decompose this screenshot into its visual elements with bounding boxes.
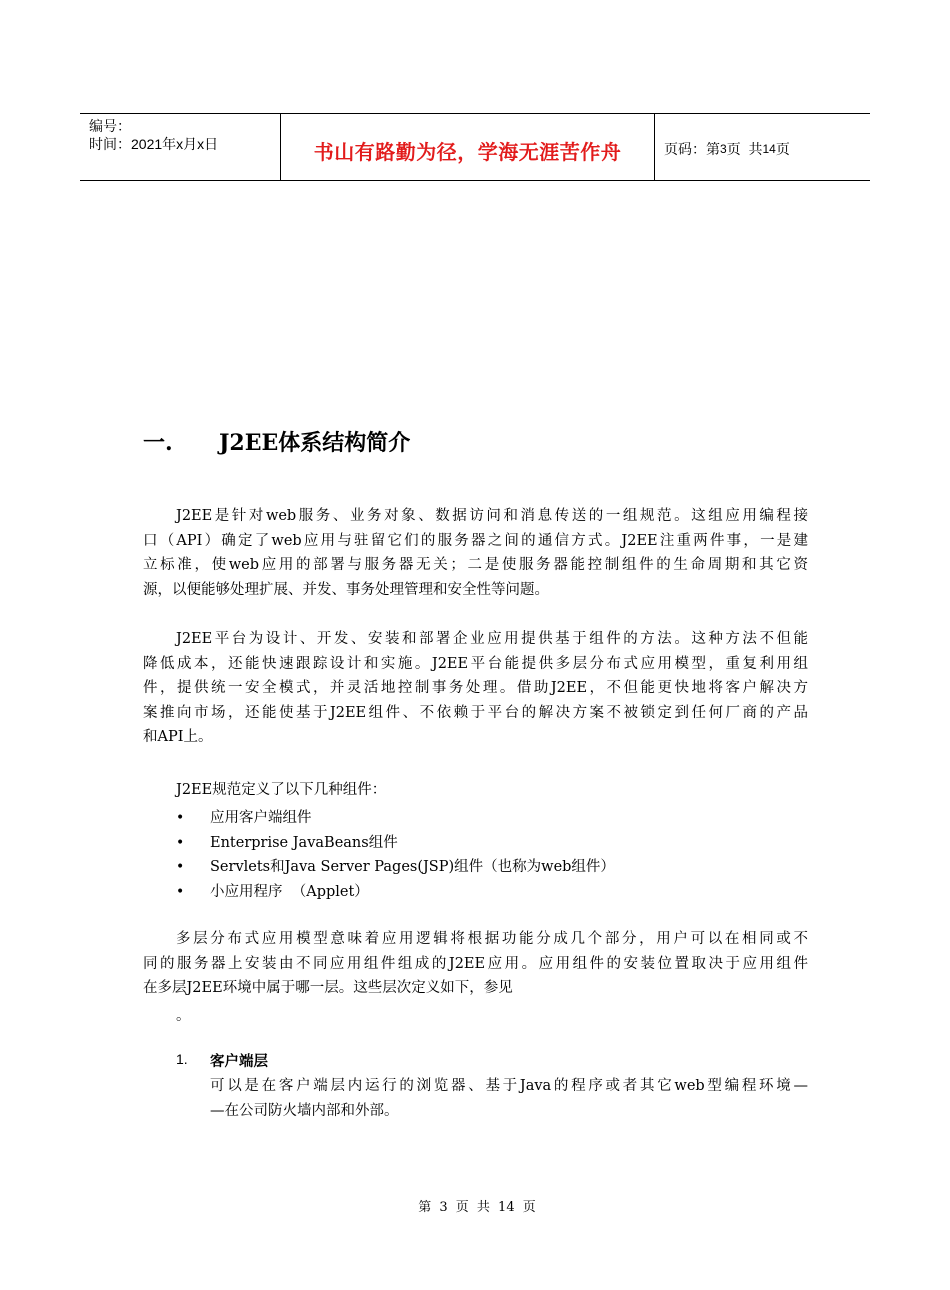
paragraph-line: 同的服务器上安装由不同应用组件组成的J2EE应用。应用组件的安装位置取决于应用组件	[143, 955, 808, 972]
numbered-item-title: 客户端层	[210, 1054, 268, 1070]
bullet-icon: •	[176, 859, 185, 876]
section-title: J2EE体系结构简介	[219, 430, 411, 456]
bullet-item	[176, 855, 615, 880]
bullet-icon: •	[176, 883, 185, 900]
paragraph-line: 多层分布式应用模型意味着应用逻辑将根据功能分成几个部分，用户可以在相同或不	[176, 931, 808, 947]
paragraph-line: —在公司防火墙内部和外部。	[210, 1103, 399, 1119]
bullet-text: Enterprise JavaBeans组件	[210, 834, 398, 851]
paragraph-line: 案推向市场，还能使基于J2EE组件、不依赖于平台的解决方案不被锁定到任何厂商的产品	[143, 704, 808, 721]
bullet-item	[176, 806, 615, 831]
paragraph-line: 立标准，使web应用的部署与服务器无关；二是使服务器能控制组件的生命周期和其它资	[143, 557, 808, 573]
paragraph-line: 源，以便能够处理扩展、并发、事务处理管理和安全性等问题。	[143, 581, 549, 598]
paragraph-line: 件，提供统一安全模式，并灵活地控制事务处理。借助J2EE，不但能更快地将客户解决方	[143, 680, 808, 696]
page-footer: 第 3 页 共 14 页	[418, 1200, 536, 1215]
header-page-info	[655, 114, 870, 180]
paragraph-line: J2EE是针对web服务、业务对象、数据访问和消息传送的一组规范。这组应用编程接	[176, 508, 808, 524]
paragraph-platform	[143, 627, 808, 750]
page-current: 3	[720, 142, 727, 156]
section-heading	[143, 428, 410, 458]
serial-number-label: 编号：	[89, 118, 131, 134]
bullet-text: Servlets和Java Server Pages(JSP)组件（也称为web组件）	[210, 859, 615, 876]
paragraph-line: 可以是在客户端层内运行的浏览器、基于Java的程序或者其它web型编程环境—	[210, 1078, 808, 1094]
header-meta-cell	[80, 114, 281, 180]
page-suffix: 页	[775, 141, 790, 157]
bullet-item	[176, 831, 615, 856]
paragraph-components-intro	[143, 778, 808, 803]
section-number: 一.	[143, 430, 173, 456]
date-label: 时间：2021年x月x日	[89, 136, 219, 152]
paragraph-line: J2EE平台为设计、开发、安装和部署企业应用提供基于组件的方法。这种方法不但能	[176, 631, 808, 647]
paragraph-line: 和API上。	[143, 729, 213, 745]
paragraph-line: 口（API）确定了web应用与驻留它们的服务器之间的通信方式。J2EE注重两件事，一是建	[143, 532, 808, 549]
page-total: 14	[762, 142, 776, 156]
bullet-icon: •	[176, 810, 185, 826]
bullet-item	[176, 880, 615, 905]
paragraph-tiers	[143, 927, 808, 1001]
bullet-text: 小应用程序 （Applet）	[210, 883, 369, 900]
page-mid: 页 共	[726, 141, 763, 157]
header-motto: 书山有路勤为径，学海无涯苦作舟	[281, 114, 655, 180]
paragraph-line: J2EE规范定义了以下几种组件：	[176, 782, 387, 798]
page-header-table	[80, 113, 870, 181]
paragraph-intro	[143, 504, 808, 602]
numbered-item-number: 1.	[176, 1051, 188, 1067]
page-prefix: 页码：第	[664, 141, 720, 157]
numbered-item-body	[210, 1074, 808, 1124]
component-bullet-list	[176, 806, 615, 904]
bullet-icon: •	[176, 834, 185, 851]
paragraph-line: 在多层J2EE环境中属于哪一层。这些层次定义如下，参见	[143, 980, 513, 996]
paragraph-line: 降低成本，还能快速跟踪设计和实施。J2EE平台能提供多层分布式应用模型，重复利用组	[143, 655, 808, 672]
bullet-text: 应用客户端组件	[210, 810, 312, 826]
lone-period: 。	[176, 1008, 191, 1024]
